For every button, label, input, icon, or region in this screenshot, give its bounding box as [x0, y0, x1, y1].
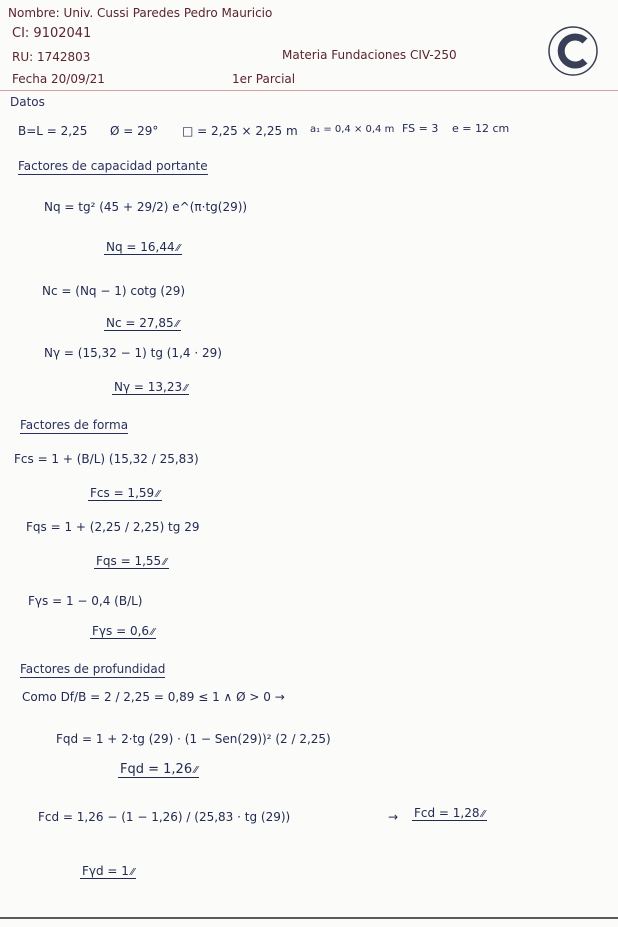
- ny-formula: Nγ = (15,32 − 1) tg (1,4 · 29): [44, 346, 222, 360]
- datos-e: e = 12 cm: [452, 122, 510, 135]
- fqd-result: Fqd = 1,26 ⁄⁄: [118, 762, 199, 778]
- header-fecha: Fecha 20/09/21: [12, 72, 105, 86]
- header-divider: [0, 90, 618, 91]
- datos-a1: a₁ = 0,4 × 0,4 m: [310, 124, 395, 135]
- datos-bl: B=L = 2,25: [18, 124, 88, 138]
- fqs-formula: Fqs = 1 + (2,25 / 2,25) tg 29: [26, 520, 200, 534]
- datos-fs: FS = 3: [402, 122, 439, 135]
- nc-result: Nc = 27,85 ⁄⁄: [104, 316, 181, 331]
- fqs-result: Fqs = 1,55 ⁄⁄: [94, 554, 169, 569]
- profundidad-como: Como Df/B = 2 / 2,25 = 0,89 ≤ 1 ∧ Ø > 0 →: [22, 690, 285, 704]
- fcd-result: Fcd = 1,28 ⁄⁄: [412, 806, 487, 821]
- nc-formula: Nc = (Nq − 1) cotg (29): [42, 284, 186, 298]
- fyd-result: Fγd = 1 ⁄⁄: [80, 864, 136, 879]
- nq-formula: Nq = tg² (45 + 29/2) e^(π·tg(29)): [44, 200, 248, 214]
- profundidad-title: Factores de profundidad: [20, 662, 166, 676]
- header-parcial: 1er Parcial: [232, 72, 296, 86]
- header-ru: RU: 1742803: [12, 50, 91, 64]
- nq-result: Nq = 16,44 ⁄⁄: [104, 240, 182, 255]
- fys-result: Fγs = 0,6 ⁄⁄: [90, 624, 156, 639]
- page-bottom-edge: [0, 917, 618, 919]
- datos-area: □ = 2,25 × 2,25 m: [182, 124, 298, 138]
- fcs-formula: Fcs = 1 + (B/L) (15,32 / 25,83): [14, 452, 199, 466]
- ny-result: Nγ = 13,23 ⁄⁄: [112, 380, 189, 395]
- header-nombre: Nombre: Univ. Cussi Paredes Pedro Mauricio: [8, 6, 273, 20]
- fcd-formula: Fcd = 1,26 − (1 − 1,26) / (25,83 · tg (29)): [38, 810, 291, 824]
- capacidad-title: Factores de capacidad portante: [18, 159, 208, 173]
- fcd-arrow: →: [388, 810, 399, 824]
- forma-title: Factores de forma: [20, 418, 129, 432]
- datos-phi: Ø = 29°: [110, 124, 159, 138]
- fcs-result: Fcs = 1,59 ⁄⁄: [88, 486, 162, 501]
- header-ci: CI: 9102041: [12, 26, 92, 41]
- header-materia: Materia Fundaciones CIV-250: [282, 48, 457, 62]
- datos-title: Datos: [10, 95, 45, 109]
- fqd-formula: Fqd = 1 + 2·tg (29) · (1 − Sen(29))² (2 / 2,25): [56, 732, 331, 746]
- university-logo-icon: [547, 25, 599, 77]
- fys-formula: Fγs = 1 − 0,4 (B/L): [28, 594, 143, 608]
